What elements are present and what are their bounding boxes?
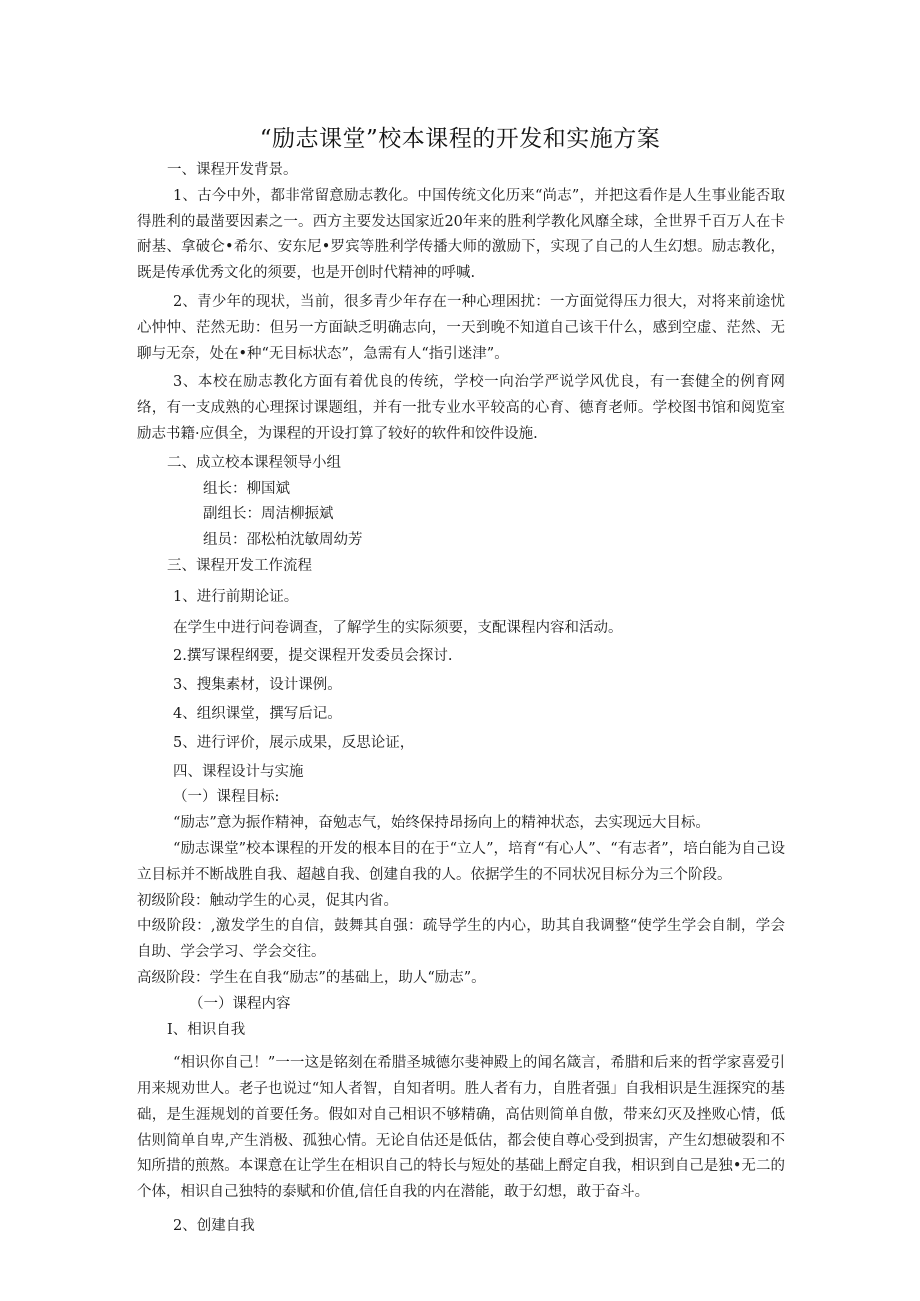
- content-item-2-heading: 2、创建自我: [173, 1218, 255, 1235]
- workflow-step-5: 5、进行评价，展示成果，反思论证，: [173, 734, 415, 751]
- workflow-step-4: 4、组织课堂，撰写后记。: [173, 705, 342, 722]
- stage-advanced: 高级阶段：学生在自我“励志”的基础上，助人“励志”。: [137, 969, 486, 986]
- section3-heading: 三、课程开发工作流程: [167, 557, 312, 574]
- document-title: “励志课堂”校本课程的开发和实施方案: [259, 126, 661, 152]
- content-item-1-paragraph: “相识你自己！”一一这是铭刻在希腊圣城德尔斐神殿上的闻名箴言，希腊和后来的哲学家喜爱引用来规劝世人。老子也说过“知人者智，自知者明。胜人者有力，自胜者强」自我相识是生涯探究的基础，是生涯规划的首要任务。假如对自己相识不够精确，高估则简单自傲，带来幻灭及挫败心情，低估则简单自卑,产生消极、孤独心情。无论自估还是低估，都会使自尊心受到损害，产生幻想破裂和不知所措的煎熬。本课意在让学生在相识自己的特长与短处的基础上酹定自我，相识到自己是独•无二的个体，相识自己独特的泰赋和价值,信任自我的内在潜能，敢于幻想，敢于奋斗。: [137, 1055, 785, 1201]
- section4-heading: 四、课程设计与实施: [173, 763, 304, 780]
- course-goal-heading: （一）课程目标:: [173, 789, 280, 806]
- course-goal-paragraph-1: “励志”意为振作精神，奋勉志气，始终保持昂扬向上的精神状态，去实现远大目标。: [173, 815, 710, 832]
- workflow-step-2: 2.撰写课程纲要，提交课程开发委员会探讨.: [173, 648, 453, 665]
- section1-paragraph-1: 1、古今中外，都非常留意励志教化。中国传统文化历来“尚志”，并把这看作是人生事业能否取得胜利的最凿要因素之一。西方主要发达国家近20年来的胜利学教化风靡全球，全世界千百万人在卡耐基、拿破仑•希尔、安东尼•罗宾等胜利学传播大师的激励下，实现了自己的人生幻想。励志教化，既是传承优秀文化的须要，也是开创时代精神的呼喊.: [137, 187, 785, 282]
- workflow-step-1: 1、进行前期论证。: [173, 588, 299, 605]
- course-goal-paragraph-2: “励志课堂”校本课程的开发的根本目的在于“立人”，培育“有心人”、“有志者”，培白能为自己设立目标并不断战胜自我、超越自我、创建自我的人。依据学生的不同状况目标分为三个阶段。: [137, 840, 785, 883]
- group-leader: 组长：柳国斌: [203, 480, 290, 497]
- workflow-step-3: 3、搜集素材，设计课例。: [173, 677, 342, 694]
- stage-intermediate: 中级阶段：,激发学生的自信，鼓舞其自强：疏导学生的内心，助其自我调整“使学生学会自制，学会自助、学会学习、学会交往。: [137, 918, 785, 961]
- workflow-step-1-detail: 在学生中进行问卷调查，了解学生的实际须要，支配课程内容和活动。: [173, 619, 623, 636]
- section1-heading: 一、课程开发背景。: [167, 162, 298, 178]
- section1-paragraph-3: 3、本校在励志教化方面有着优良的传统，学校一向治学严说学风优良，有一套健全的例育网络，有一支成熟的心理探讨课题组，并有一批专业水平较高的心育、德育老师。学校图书馆和阅览室励志书籍·应俱全，为课程的开设打算了较好的软件和饺件设施.: [137, 374, 785, 442]
- content-item-1-heading: I、相识自我: [167, 1021, 246, 1038]
- group-deputy: 副组长：周洁柳振斌: [203, 506, 334, 523]
- section2-heading: 二、成立校本课程领导小组: [167, 454, 341, 471]
- course-content-heading: （一）课程内容: [189, 995, 291, 1012]
- section1-paragraph-2: 2、青少年的现状，当前，很多青少年存在一种心理困扰：一方面觉得压力很大，对将来前途忧心忡忡、茫然无助：但另一方面缺乏明确志向，一天到晚不知道自己该干什么，感到空虚、茫然、无聊与无奈，处在•种“无目标状态”，急需有人“指引迷津”。: [137, 293, 785, 362]
- group-members: 组员：邵松柏沈敏周幼芳: [203, 532, 363, 549]
- document-body: [137, 158, 785, 1240]
- stage-beginner: 初级阶段：触动学生的心灵，促其内省。: [137, 892, 398, 909]
